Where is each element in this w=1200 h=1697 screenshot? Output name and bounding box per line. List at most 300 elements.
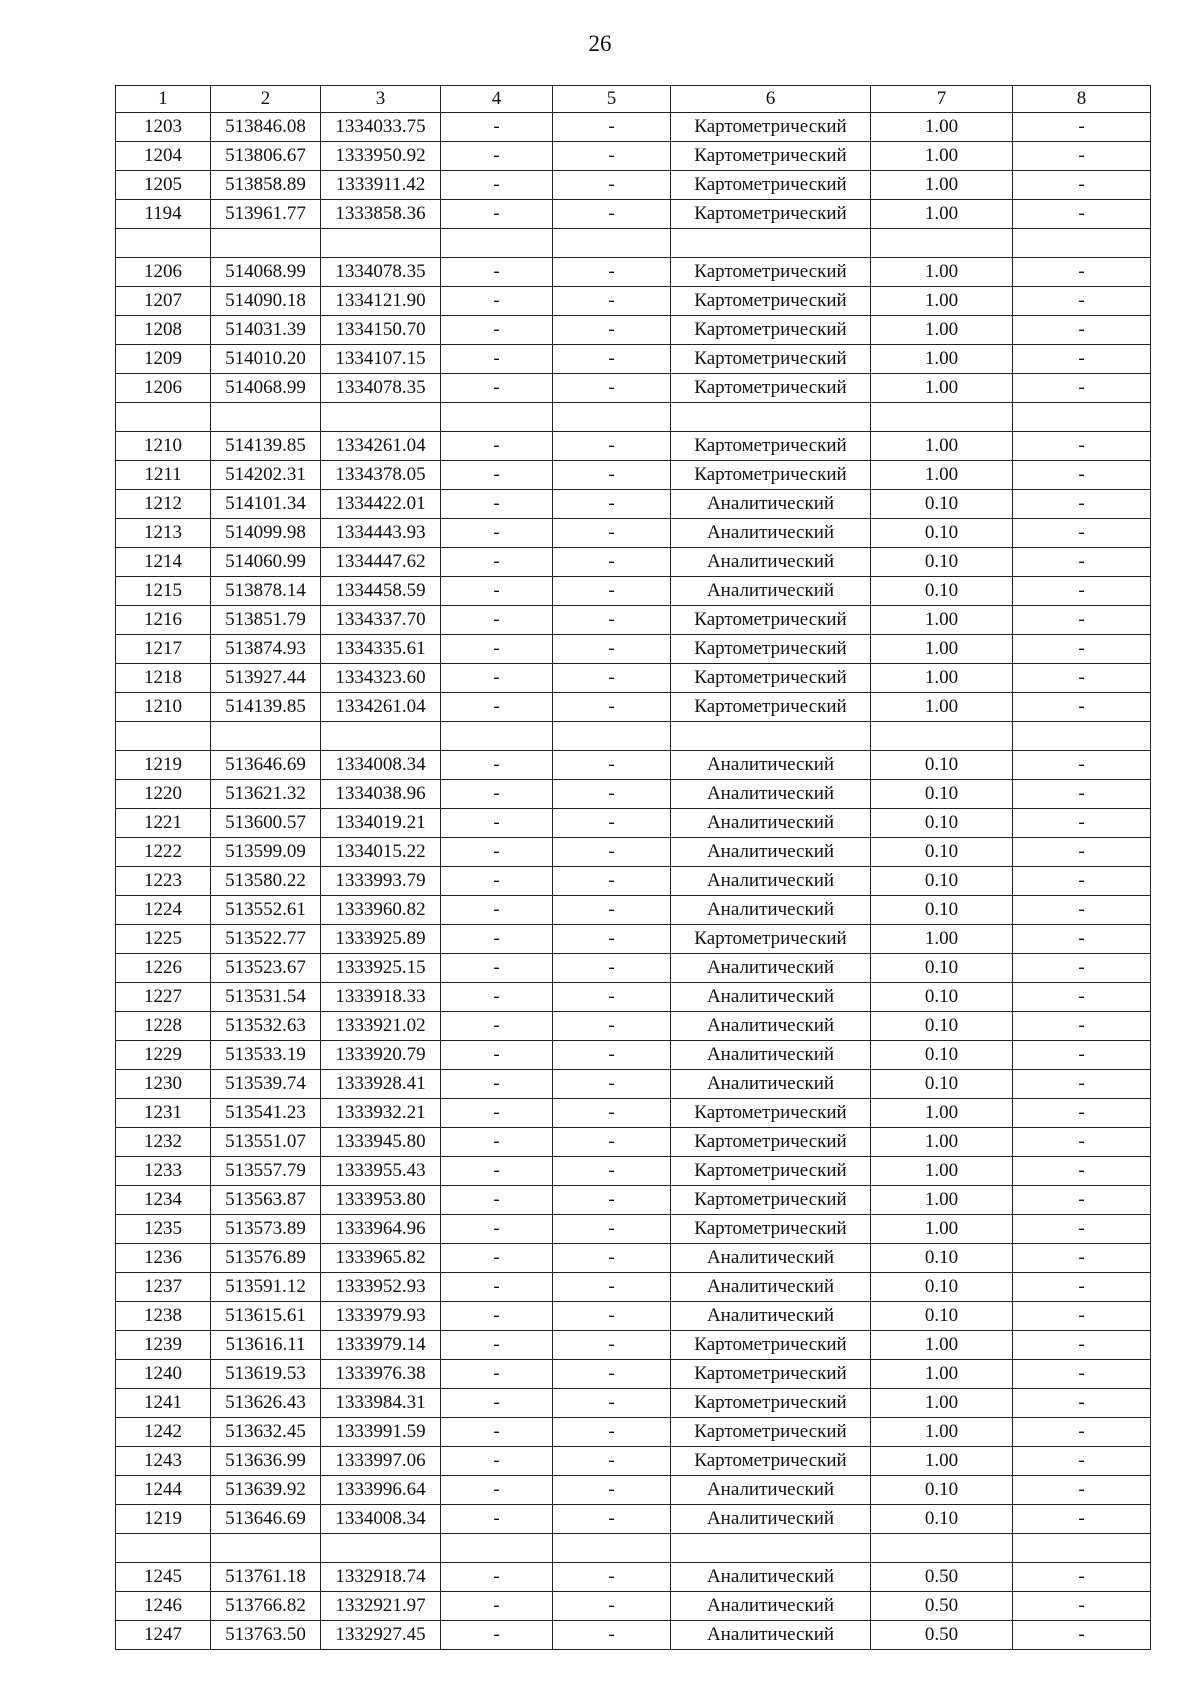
table-cell-col-3: 1333928.41 (321, 1070, 441, 1099)
table-cell-col-3: 1334121.90 (321, 287, 441, 316)
table-cell-col-3: 1334337.70 (321, 606, 441, 635)
table-cell-col-7 (871, 229, 1013, 258)
table-cell-col-2: 514010.20 (211, 345, 321, 374)
table-cell-col-4: - (441, 751, 553, 780)
table-cell-col-7 (871, 722, 1013, 751)
coordinates-table (115, 85, 1151, 1650)
table-cell-col-7: 1.00 (871, 345, 1013, 374)
table-row (116, 171, 1151, 200)
table-cell-col-6: Аналитический (671, 751, 871, 780)
table-cell-col-2: 513523.67 (211, 954, 321, 983)
table-cell-col-2 (211, 722, 321, 751)
table-cell-col-4: - (441, 258, 553, 287)
table-cell-col-6: Аналитический (671, 1505, 871, 1534)
table-row (116, 925, 1151, 954)
table-cell-col-5: - (553, 1273, 671, 1302)
table-cell-col-5 (553, 1534, 671, 1563)
table-cell-col-6: Аналитический (671, 896, 871, 925)
table-cell-col-6: Аналитический (671, 548, 871, 577)
table-cell-col-2: 513557.79 (211, 1157, 321, 1186)
table-cell-col-4: - (441, 809, 553, 838)
table-row (116, 896, 1151, 925)
table-cell-col-3 (321, 1534, 441, 1563)
table-cell-col-6: Картометрический (671, 200, 871, 229)
table-cell-col-6: Аналитический (671, 867, 871, 896)
table-cell-col-2 (211, 403, 321, 432)
table-cell-col-8: - (1013, 1041, 1151, 1070)
table-cell-col-6: Аналитический (671, 1273, 871, 1302)
table-cell-col-8: - (1013, 461, 1151, 490)
table-cell-col-7: 1.00 (871, 635, 1013, 664)
table-cell-col-4: - (441, 1041, 553, 1070)
table-cell-col-7: 1.00 (871, 461, 1013, 490)
table-cell-col-4: - (441, 316, 553, 345)
table-cell-col-2: 514139.85 (211, 693, 321, 722)
table-cell-col-8: - (1013, 577, 1151, 606)
table-row (116, 1331, 1151, 1360)
table-cell-col-1: 1233 (116, 1157, 211, 1186)
header-cell: 1 (116, 86, 211, 113)
table-cell-col-4: - (441, 1360, 553, 1389)
table-cell-col-6: Картометрический (671, 606, 871, 635)
table-cell-col-6: Картометрический (671, 171, 871, 200)
table-cell-col-8: - (1013, 1186, 1151, 1215)
table-cell-col-1: 1224 (116, 896, 211, 925)
table-cell-col-8: - (1013, 1302, 1151, 1331)
table-cell-col-6: Картометрический (671, 1186, 871, 1215)
table-cell-col-6: Картометрический (671, 1447, 871, 1476)
table-cell-col-8: - (1013, 316, 1151, 345)
table-cell-col-2: 513615.61 (211, 1302, 321, 1331)
table-cell-col-5: - (553, 896, 671, 925)
table-row (116, 1128, 1151, 1157)
table-cell-col-4: - (441, 896, 553, 925)
table-cell-col-2: 514068.99 (211, 374, 321, 403)
table-cell-col-7: 1.00 (871, 316, 1013, 345)
table-cell-col-6: Картометрический (671, 374, 871, 403)
table-cell-col-4: - (441, 1331, 553, 1360)
table-cell-col-4: - (441, 142, 553, 171)
table-cell-col-3: 1334447.62 (321, 548, 441, 577)
table-cell-col-2: 513878.14 (211, 577, 321, 606)
table-cell-col-6: Картометрический (671, 461, 871, 490)
table-cell-col-2: 514060.99 (211, 548, 321, 577)
table-cell-col-7: 1.00 (871, 287, 1013, 316)
table-cell-col-1: 1243 (116, 1447, 211, 1476)
table-row (116, 519, 1151, 548)
table-cell-col-7: 0.50 (871, 1592, 1013, 1621)
table-cell-col-4: - (441, 1302, 553, 1331)
table-cell-col-4: - (441, 925, 553, 954)
table-cell-col-3: 1334008.34 (321, 751, 441, 780)
table-cell-col-2: 513761.18 (211, 1563, 321, 1592)
table-cell-col-4: - (441, 1505, 553, 1534)
table-cell-col-2: 514090.18 (211, 287, 321, 316)
table-cell-col-5 (553, 403, 671, 432)
table-row (116, 200, 1151, 229)
table-cell-col-7: 1.00 (871, 693, 1013, 722)
header-cell: 4 (441, 86, 553, 113)
table-cell-col-2: 513961.77 (211, 200, 321, 229)
table-cell-col-2: 513563.87 (211, 1186, 321, 1215)
table-row (116, 461, 1151, 490)
table-cell-col-5: - (553, 1099, 671, 1128)
table-cell-col-2 (211, 229, 321, 258)
table-cell-col-4: - (441, 1186, 553, 1215)
table-row (116, 1592, 1151, 1621)
table-cell-col-8: - (1013, 1505, 1151, 1534)
table-cell-col-3: 1333920.79 (321, 1041, 441, 1070)
table-cell-col-8: - (1013, 113, 1151, 142)
table-cell-col-5: - (553, 1244, 671, 1273)
table-cell-col-2: 513619.53 (211, 1360, 321, 1389)
table-cell-col-2: 513599.09 (211, 838, 321, 867)
table-cell-col-1: 1225 (116, 925, 211, 954)
table-cell-col-3: 1334150.70 (321, 316, 441, 345)
table-cell-col-2 (211, 1534, 321, 1563)
table-row (116, 113, 1151, 142)
table-cell-col-5: - (553, 548, 671, 577)
table-cell-col-6: Картометрический (671, 1215, 871, 1244)
table-cell-col-3: 1334422.01 (321, 490, 441, 519)
table-cell-col-1: 1232 (116, 1128, 211, 1157)
table-cell-col-2: 513531.54 (211, 983, 321, 1012)
table-cell-col-3: 1333979.93 (321, 1302, 441, 1331)
table-cell-col-3 (321, 403, 441, 432)
table-cell-col-1: 1205 (116, 171, 211, 200)
table-cell-col-1: 1211 (116, 461, 211, 490)
table-cell-col-2: 513646.69 (211, 1505, 321, 1534)
table-cell-col-8: - (1013, 345, 1151, 374)
table-cell-col-8 (1013, 403, 1151, 432)
table-cell-col-7: 1.00 (871, 1215, 1013, 1244)
table-cell-col-3: 1333932.21 (321, 1099, 441, 1128)
page-number: 26 (588, 31, 612, 56)
table-cell-col-7: 0.10 (871, 809, 1013, 838)
table-row (116, 1505, 1151, 1534)
table-cell-col-6 (671, 722, 871, 751)
table-cell-col-3: 1333984.31 (321, 1389, 441, 1418)
table-cell-col-6: Картометрический (671, 1389, 871, 1418)
table-cell-col-7: 1.00 (871, 925, 1013, 954)
table-cell-col-7: 1.00 (871, 1099, 1013, 1128)
table-cell-col-1: 1239 (116, 1331, 211, 1360)
table-cell-col-4: - (441, 867, 553, 896)
table-cell-col-7: 1.00 (871, 1128, 1013, 1157)
table-cell-col-2: 513580.22 (211, 867, 321, 896)
table-cell-col-8 (1013, 1534, 1151, 1563)
table-cell-col-3: 1334033.75 (321, 113, 441, 142)
table-row (116, 432, 1151, 461)
table-cell-col-2: 513927.44 (211, 664, 321, 693)
table-cell-col-3: 1334378.05 (321, 461, 441, 490)
table-cell-col-3: 1333953.80 (321, 1186, 441, 1215)
table-cell-col-3: 1333993.79 (321, 867, 441, 896)
table-cell-col-6: Картометрический (671, 432, 871, 461)
table-cell-col-4 (441, 1534, 553, 1563)
table-cell-col-1: 1227 (116, 983, 211, 1012)
table-cell-col-5: - (553, 577, 671, 606)
table-cell-col-4: - (441, 1070, 553, 1099)
table-cell-col-6: Картометрический (671, 287, 871, 316)
table-cell-col-1: 1235 (116, 1215, 211, 1244)
table-cell-col-6: Аналитический (671, 1041, 871, 1070)
table-cell-col-8: - (1013, 1157, 1151, 1186)
table-cell-col-1: 1218 (116, 664, 211, 693)
table-cell-col-1: 1238 (116, 1302, 211, 1331)
table-row (116, 838, 1151, 867)
table-cell-col-1: 1242 (116, 1418, 211, 1447)
table-cell-col-8: - (1013, 635, 1151, 664)
table-cell-col-1: 1247 (116, 1621, 211, 1650)
table-row (116, 1302, 1151, 1331)
table-cell-col-1: 1216 (116, 606, 211, 635)
table-cell-col-2: 513533.19 (211, 1041, 321, 1070)
table-cell-col-5: - (553, 1331, 671, 1360)
table-cell-col-7 (871, 1534, 1013, 1563)
table-cell-col-7: 0.10 (871, 867, 1013, 896)
table-cell-col-7: 0.10 (871, 1244, 1013, 1273)
table-cell-col-1: 1209 (116, 345, 211, 374)
table-cell-col-3: 1333950.92 (321, 142, 441, 171)
table-cell-col-8: - (1013, 1389, 1151, 1418)
table-cell-col-6: Картометрический (671, 113, 871, 142)
table-row (116, 1070, 1151, 1099)
table-cell-col-1: 1226 (116, 954, 211, 983)
table-cell-col-4: - (441, 1157, 553, 1186)
table-cell-col-8: - (1013, 983, 1151, 1012)
table-cell-col-7: 0.10 (871, 1476, 1013, 1505)
table-cell-col-3: 1333996.64 (321, 1476, 441, 1505)
table-cell-col-8: - (1013, 374, 1151, 403)
table-cell-col-7: 1.00 (871, 142, 1013, 171)
table-cell-col-7: 1.00 (871, 1418, 1013, 1447)
table-cell-col-3: 1334261.04 (321, 693, 441, 722)
table-cell-col-4: - (441, 1447, 553, 1476)
table-cell-col-8: - (1013, 1244, 1151, 1273)
table-cell-col-2: 513591.12 (211, 1273, 321, 1302)
table-cell-col-2: 513858.89 (211, 171, 321, 200)
table-cell-col-4: - (441, 664, 553, 693)
table-cell-col-8: - (1013, 1476, 1151, 1505)
table-cell-col-1: 1204 (116, 142, 211, 171)
table-cell-col-3: 1333921.02 (321, 1012, 441, 1041)
table-cell-col-5: - (553, 113, 671, 142)
table-cell-col-3: 1333955.43 (321, 1157, 441, 1186)
table-cell-col-3: 1332921.97 (321, 1592, 441, 1621)
table-cell-col-5: - (553, 1186, 671, 1215)
table-cell-col-1: 1214 (116, 548, 211, 577)
table-row (116, 490, 1151, 519)
table-cell-col-4: - (441, 1389, 553, 1418)
table-row (116, 1041, 1151, 1070)
table-row (116, 577, 1151, 606)
table-cell-col-1: 1229 (116, 1041, 211, 1070)
table-cell-col-7: 1.00 (871, 374, 1013, 403)
table-cell-col-4 (441, 722, 553, 751)
table-cell-col-5: - (553, 1012, 671, 1041)
table-cell-col-8: - (1013, 867, 1151, 896)
table-cell-col-8: - (1013, 142, 1151, 171)
table-cell-col-2: 513636.99 (211, 1447, 321, 1476)
table-row (116, 693, 1151, 722)
table-cell-col-5: - (553, 606, 671, 635)
table-cell-col-1: 1215 (116, 577, 211, 606)
table-cell-col-5: - (553, 693, 671, 722)
table-cell-col-7: 0.50 (871, 1621, 1013, 1650)
table-cell-col-2: 514068.99 (211, 258, 321, 287)
table-cell-col-1 (116, 1534, 211, 1563)
table-cell-col-5 (553, 722, 671, 751)
table-cell-col-7: 1.00 (871, 606, 1013, 635)
table-cell-col-7: 1.00 (871, 1186, 1013, 1215)
table-cell-col-8: - (1013, 519, 1151, 548)
table-cell-col-6: Аналитический (671, 490, 871, 519)
table-cell-col-4: - (441, 548, 553, 577)
table-cell-col-5: - (553, 635, 671, 664)
table-row (116, 1099, 1151, 1128)
table-cell-col-5: - (553, 1447, 671, 1476)
table-cell-col-5: - (553, 1157, 671, 1186)
table-cell-col-6: Аналитический (671, 1070, 871, 1099)
table-cell-col-4: - (441, 1476, 553, 1505)
table-cell-col-3: 1333911.42 (321, 171, 441, 200)
table-cell-col-6: Аналитический (671, 1592, 871, 1621)
table-cell-col-8: - (1013, 838, 1151, 867)
table-cell-col-3: 1333925.15 (321, 954, 441, 983)
header-cell: 5 (553, 86, 671, 113)
table-row (116, 664, 1151, 693)
table-row (116, 751, 1151, 780)
table-cell-col-8: - (1013, 1099, 1151, 1128)
table-cell-col-8: - (1013, 896, 1151, 925)
table-cell-col-1: 1246 (116, 1592, 211, 1621)
table-cell-col-1: 1217 (116, 635, 211, 664)
table-cell-col-6: Аналитический (671, 1244, 871, 1273)
table-cell-col-2: 513846.08 (211, 113, 321, 142)
table-cell-col-4: - (441, 954, 553, 983)
table-row (116, 258, 1151, 287)
table-cell-col-3: 1333918.33 (321, 983, 441, 1012)
table-cell-col-6 (671, 403, 871, 432)
table-row (116, 809, 1151, 838)
table-cell-col-5: - (553, 1418, 671, 1447)
table-cell-col-4: - (441, 1128, 553, 1157)
table-cell-col-5: - (553, 1563, 671, 1592)
table-cell-col-8: - (1013, 432, 1151, 461)
table-cell-col-6: Картометрический (671, 1418, 871, 1447)
table-cell-col-8: - (1013, 780, 1151, 809)
table-cell-col-8: - (1013, 1128, 1151, 1157)
table-cell-col-7 (871, 403, 1013, 432)
table-cell-col-8: - (1013, 287, 1151, 316)
table-cell-col-3: 1334008.34 (321, 1505, 441, 1534)
table-cell-col-1: 1245 (116, 1563, 211, 1592)
table-row (116, 983, 1151, 1012)
table-cell-col-5: - (553, 867, 671, 896)
table-cell-col-5: - (553, 171, 671, 200)
table-cell-col-4: - (441, 287, 553, 316)
table-cell-col-1: 1230 (116, 1070, 211, 1099)
table-cell-col-4: - (441, 838, 553, 867)
table-cell-col-2: 513522.77 (211, 925, 321, 954)
table-cell-col-6: Картометрический (671, 925, 871, 954)
header-cell: 2 (211, 86, 321, 113)
table-cell-col-5 (553, 229, 671, 258)
table-cell-col-5: - (553, 983, 671, 1012)
table-cell-col-8: - (1013, 1621, 1151, 1650)
table-cell-col-5: - (553, 809, 671, 838)
table-cell-col-4: - (441, 461, 553, 490)
table-cell-col-7: 0.10 (871, 490, 1013, 519)
table-cell-col-7: 1.00 (871, 258, 1013, 287)
table-cell-col-4: - (441, 983, 553, 1012)
table-cell-col-3: 1333945.80 (321, 1128, 441, 1157)
table-cell-col-7: 0.10 (871, 751, 1013, 780)
table-cell-col-7: 0.10 (871, 1273, 1013, 1302)
table-cell-col-1: 1220 (116, 780, 211, 809)
table-cell-col-3: 1334107.15 (321, 345, 441, 374)
table-cell-col-2: 513766.82 (211, 1592, 321, 1621)
table-cell-col-2: 514099.98 (211, 519, 321, 548)
table-cell-col-7: 0.10 (871, 983, 1013, 1012)
table-cell-col-4: - (441, 1418, 553, 1447)
table-cell-col-8: - (1013, 1563, 1151, 1592)
table-cell-col-5: - (553, 287, 671, 316)
table-row (116, 548, 1151, 577)
table-cell-col-4: - (441, 432, 553, 461)
table-cell-col-1 (116, 722, 211, 751)
table-cell-col-1: 1206 (116, 258, 211, 287)
table-row (116, 1563, 1151, 1592)
table-cell-col-8: - (1013, 200, 1151, 229)
table-cell-col-4: - (441, 693, 553, 722)
table-cell-col-4 (441, 229, 553, 258)
table-cell-col-3: 1333979.14 (321, 1331, 441, 1360)
table-cell-col-2: 513874.93 (211, 635, 321, 664)
table-cell-col-7: 0.10 (871, 954, 1013, 983)
table-cell-col-6: Картометрический (671, 1360, 871, 1389)
table-cell-col-6: Картометрический (671, 316, 871, 345)
table-cell-col-7: 0.10 (871, 519, 1013, 548)
table-separator-row (116, 229, 1151, 258)
table-cell-col-2: 513552.61 (211, 896, 321, 925)
table-cell-col-1: 1244 (116, 1476, 211, 1505)
table-cell-col-1: 1240 (116, 1360, 211, 1389)
table-row (116, 780, 1151, 809)
table-cell-col-1: 1210 (116, 432, 211, 461)
table-cell-col-8: - (1013, 606, 1151, 635)
table-cell-col-3: 1334443.93 (321, 519, 441, 548)
table-row (116, 345, 1151, 374)
table-cell-col-2: 513626.43 (211, 1389, 321, 1418)
table-cell-col-4: - (441, 1563, 553, 1592)
table-cell-col-3: 1333925.89 (321, 925, 441, 954)
table-cell-col-6: Картометрический (671, 635, 871, 664)
table-cell-col-2: 513632.45 (211, 1418, 321, 1447)
table-cell-col-3 (321, 722, 441, 751)
table-cell-col-2: 513806.67 (211, 142, 321, 171)
table-cell-col-3: 1333964.96 (321, 1215, 441, 1244)
table-cell-col-1: 1208 (116, 316, 211, 345)
table-cell-col-4: - (441, 113, 553, 142)
table-cell-col-5: - (553, 258, 671, 287)
table-cell-col-5: - (553, 200, 671, 229)
table-cell-col-6: Аналитический (671, 780, 871, 809)
table-cell-col-8: - (1013, 1360, 1151, 1389)
table-cell-col-8: - (1013, 809, 1151, 838)
table-cell-col-2: 513541.23 (211, 1099, 321, 1128)
